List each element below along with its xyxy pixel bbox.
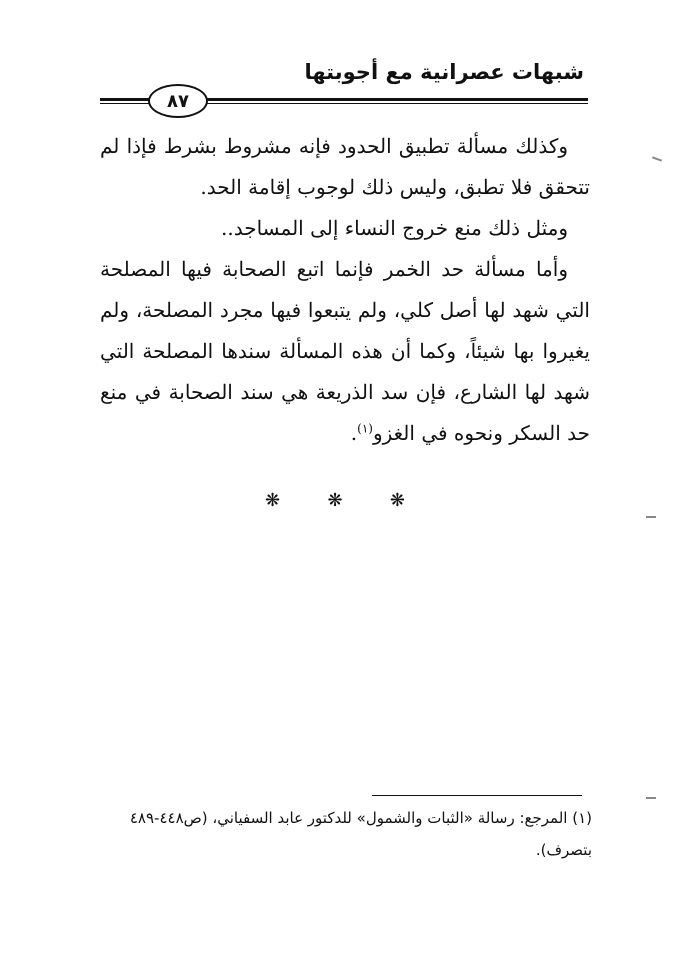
body-text [100,126,590,454]
footnote-line-1: (١) المرجع: رسالة «الثبات والشمول» للدكتور عابد السفياني، (ص٤٤٨-٤٨٩ [129,809,592,827]
separator-star-icon: ❋ [389,490,405,511]
running-title: شبهات عصرانية مع أجوبتها [304,60,584,84]
separator-star-icon: ❋ [265,490,281,511]
footnote-line-2: بتصرف). [535,841,592,859]
footnote [100,802,592,866]
separator-star-icon: ❋ [327,490,343,511]
footnote-rule [372,795,582,796]
footnote-marker: (١) [357,421,373,436]
scan-mark [646,797,656,799]
paragraph-3 [100,249,590,454]
paragraph-3-text: وأما مسألة حد الخمر فإنما اتبع الصحابة فيها المصلحة التي شهد لها أصل كلي، ولم يتبعوا فيها مجرد المصلحة، ولم يغيروا بها شيئاً، وكما أن هذه المسألة سندها المصلحة التي شهد لها الشارع، فإن سد الذريعة هي سند الصحابة في منع حد السكر ونحوه في الغزو [100,257,590,445]
paragraph-2: ومثل ذلك منع خروج النساء إلى المساجد.. [221,216,568,240]
scan-mark [646,516,656,518]
page-number: ٨٧ [148,84,208,118]
scan-mark [652,156,662,161]
section-separator [265,490,405,511]
paragraph-3-closing: . [350,421,358,445]
paragraph-1: وكذلك مسألة تطبيق الحدود فإنه مشروط بشرط فإذا لم تتحقق فلا تطبق، وليس ذلك لوجوب إقامة الحد. [100,134,590,199]
